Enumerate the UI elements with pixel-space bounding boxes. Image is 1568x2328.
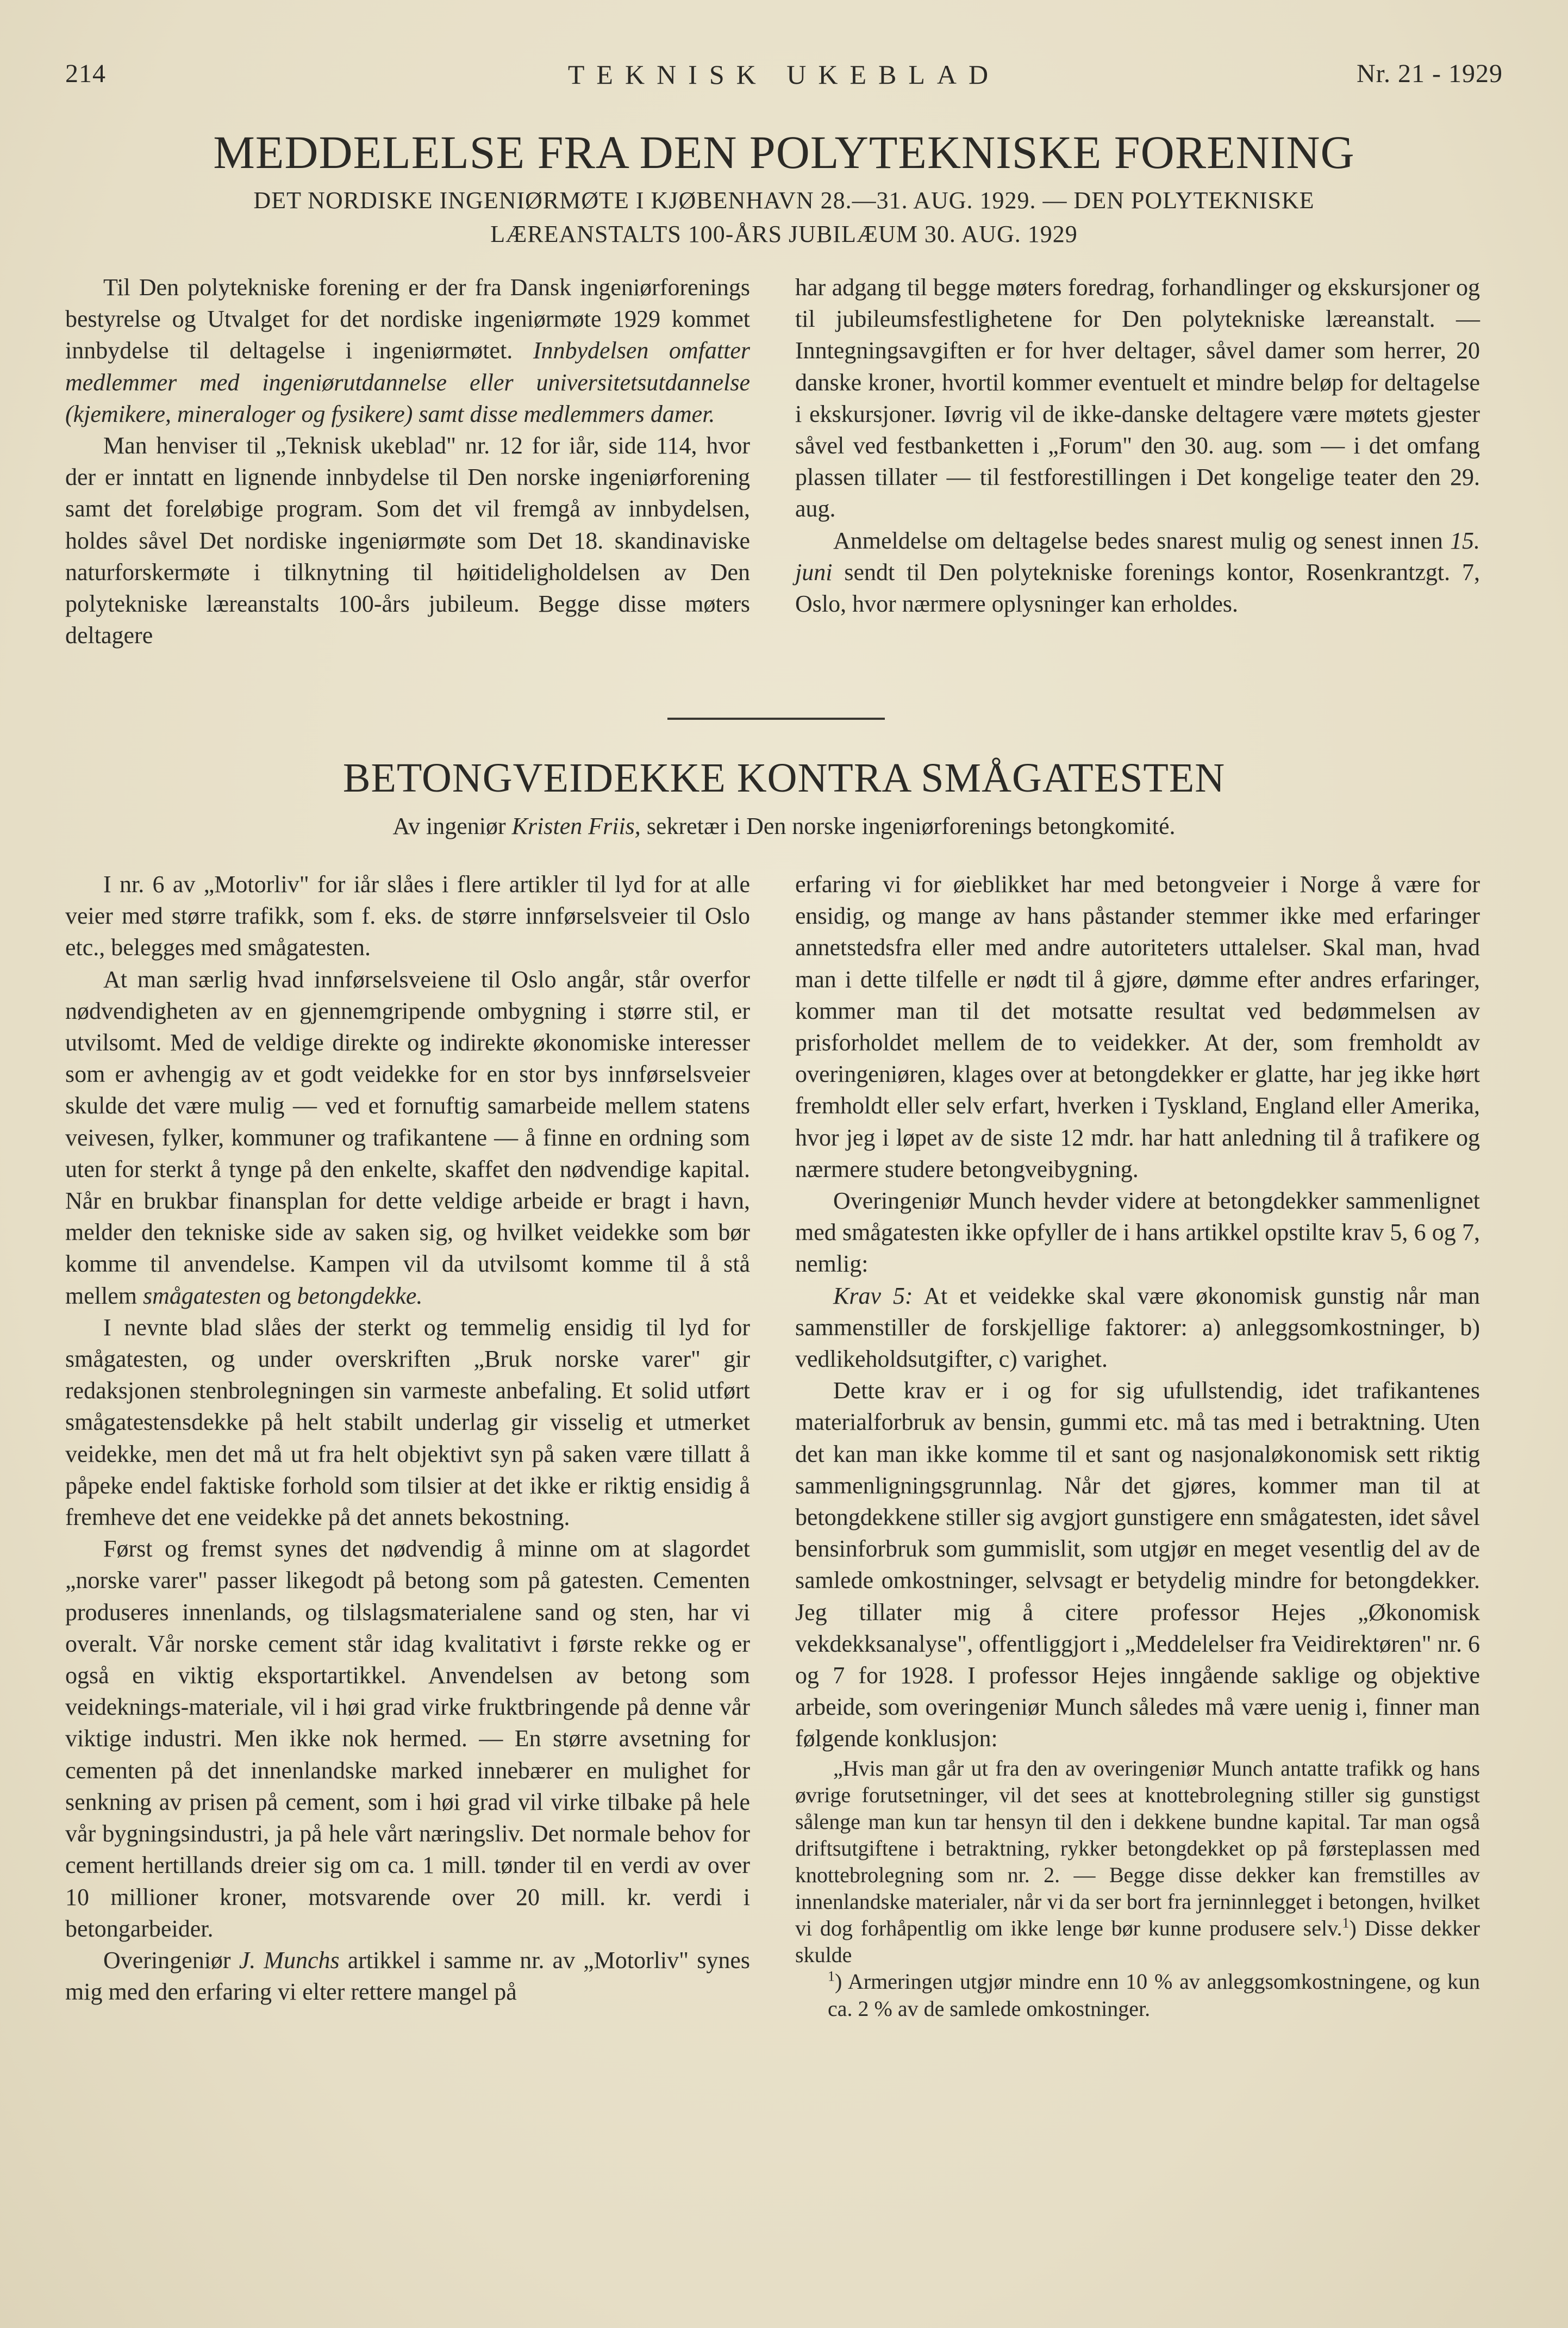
paragraph: erfaring vi for øieblikket har med betongveier i Norge å være for ensidig, og mange av hans påstander stemmer ikke med erfaringer annetstedsfra eller med andre autoriteters uttalelser. Skal man, hvad man i dette tilfelle er nødt til å gjøre, dømme efter andres erfaringer, kommer man til det motsatte resultat ved bedømmelsen av prisforholdet mellem de to veidekker. At der, som fremholdt av overingeniøren, klages over at betongdekker er glatte, har jeg ikke hørt fremholdt eller selv erfart, hverken i Tyskland, England eller Amerika, hvor jeg i løpet av de siste 12 mdr. har hatt anledning til å trafikere og nærmere studere betongveibygning. [795, 871, 1480, 1182]
article2-right-column [795, 869, 1480, 2022]
paragraph: Overingeniør J. Munchs artikkel i samme nr. av „Motorliv" synes mig med den erfaring vi elter rettere mangel på [65, 1946, 750, 2006]
article2-left-column [65, 869, 750, 2008]
paragraph: Man henviser til „Teknisk ukeblad" nr. 12 for iår, side 114, hvor der er inntatt en lignende innbydelse til Den norske ingeniørforening samt det foreløbige program. Som det vil fremgå av innbydelsen, holdes såvel Det nordiske ingeniørmøte som Det 18. skandinaviske naturforskermøte i tilknytning til høitideligholdelsen av Den polytekniske læreanstalts 100-års jubileum. Begge disse møters deltagere [65, 432, 750, 649]
article2-byline: Av ingeniør Kristen Friis, sekretær i Den norske ingeniørforenings betongkomité. [392, 813, 1176, 839]
paragraph: Krav 5: At et veidekke skal være økonomisk gunstig når man sammenstiller de forskjellige faktorer: a) anleggsomkostninger, b) vedlikeholdsutgifter, c) varighet. [795, 1282, 1480, 1373]
article2-title: BETONGVEIDEKKE KONTRA SMÅGATESTEN [342, 755, 1226, 801]
running-head [65, 59, 1503, 102]
paragraph: har adgang til begge møters foredrag, forhandlinger og ekskursjoner og til jubileumsfestlighetene for Den polytekniske læreanstalt. — Inntegningsavgiften er for hver deltager, såvel damer som herrer, 20 danske kroner, hvortil kommer eventuelt et mindre beløp for deltagelse i ekskursjoner. Iøvrig vil de ikke-danske deltagere være møtets gjester såvel ved festbanketten i „Forum" den 30. aug. som — i det omfang plassen tillater — til festforestillingen i Det kongelige teater den 29. aug. [795, 274, 1480, 522]
page-number: 214 [65, 59, 106, 88]
journal-title: TEKNISK UKEBLAD [567, 59, 1001, 90]
paragraph: Til Den polytekniske forening er der fra Dansk ingeniørforenings bestyrelse og Utvalget for det nordiske ingeniørmøte 1929 kommet innbydelse til deltagelse i ingeniørmøtet. Innbydelsen omfatter medlemmer med ingeniørutdannelse eller universitetsutdannelse (kjemikere, mineraloger og fysikere) samt disse medlemmers damer. [65, 274, 751, 427]
quotation: „Hvis man går ut fra den av overingeniør Munch antatte trafikk og hans øvrige forutsetninger, vil det sees at knottebrolegning stiller sig gunstigst sålenge man kun tar hensyn til den i dekkene bundne kapital. Tar man også driftsutgiftene i betraktning, rykker betongdekket op på førsteplassen med knottebrolegning som nr. 2. — Begge disse dekker kan fremstilles av innenlandske materialer, når vi da ser bort fra jerninnlegget i betongen, hvilket vi dog forhåpentlig om ikke lenge bør kunne produsere selv.$^1$) Disse dekker skulde [795, 1756, 1480, 1967]
section-divider [667, 718, 885, 720]
article1-right-column [795, 272, 1480, 620]
italic-text: Innbydelsen omfatter medlemmer med ingeniørutdannelse eller universitetsutdannelse (kjemikere, mineraloger og fysikere) samt disse medlemmers damer. [65, 337, 751, 427]
footnote-mark: 1 [828, 1968, 835, 1984]
article1-left-column [65, 272, 750, 651]
footnote-ref: 1 [1342, 1915, 1350, 1931]
paragraph: I nevnte blad slåes der sterkt og temmelig ensidig til lyd for smågatesten, og under overskriften „Bruk norske varer" gir redaksjonen stenbrolegningen sin varmeste anbefaling. Et solid utført smågatestensdekke på helt stabilt underlag gir visselig et utmerket veidekke, men det må ut fra helt objektivt syn på saken være tillatt å påpeke endel faktiske forhold som tilsier at det ikke er riktig ensidig å fremheve det ene veidekke på det annets bekostning. [65, 1314, 750, 1531]
italic-date: 15. juni [795, 527, 1480, 586]
italic-text: Krav 5: [833, 1282, 913, 1309]
paragraph: I nr. 6 av „Motorliv" for iår slåes i flere artikler til lyd for at alle veier med større trafikk, som f. eks. de større innførselsveier til Oslo etc., belegges med smågatesten. [65, 871, 750, 961]
italic-text: J. Munchs [239, 1946, 340, 1974]
article1-subtitle-line1: DET NORDISKE INGENIØRMØTE I KJØBENHAVN 28.—31. AUG. 1929. — DEN POLYTEKNISKE [253, 187, 1315, 214]
author-name: Kristen Friis, [511, 813, 641, 839]
italic-text: smågatesten [142, 1282, 261, 1309]
italic-text: betongdekke. [297, 1282, 423, 1309]
article1-title: MEDDELELSE FRA DEN POLYTEKNISKE FORENING [213, 126, 1355, 178]
issue-number: Nr. 21 - 1929 [1357, 59, 1503, 88]
paragraph: Dette krav er i og for sig ufullstendig, idet trafikantenes materialforbruk av bensin, gummi etc. må tas med i betraktning. Uten det kan man ikke komme til et sant og nasjonaløkonomisk sett riktig sammenligningsgrunnlag. Når det gjøres, kommer man til at betongdekkene stiller sig avgjort gunstigere enn smågatesten, idet såvel bensinforbruk som gummislit, som utgjør en meget vesentlig del av de samlede omkostninger, selvsagt er betydelig mindre for betongdekker. Jeg tillater mig å citere professor Hejes „Økonomisk vekdekksanalyse", offentliggjort i „Meddelelser fra Veidirektøren" nr. 6 og 7 for 1928. I professor Hejes inngående saklige og objektive arbeide, som overingeniør Munch således må være uenig i, finner man følgende konklusjon: [795, 1377, 1480, 1752]
paragraph: At man særlig hvad innførselsveiene til Oslo angår, står overfor nødvendigheten av en gjennemgripende ombygning i større stil, er utvilsomt. Med de veldige direkte og indirekte økonomiske interesser som er avhengig av et godt veidekke for en stor bys innførselsveier skulde det være mulig — ved et fornuftig samarbeide mellem statens veivesen, fylker, kommuner og trafikantene — å finne en ordning som uten for sterkt å tynge på den enkelte, skaffet den nødvendige kapital. Når en brukbar finansplan for dette veldige arbeide er bragt i havn, melder den tekniske side av saken sig, og hvilket veidekke som bør komme til anvendelse. Kampen vil da utvilsomt komme til å stå mellem smågatesten og betongdekke. [65, 966, 750, 1309]
article1-subtitle [65, 184, 1503, 251]
footnote: $^1$) Armeringen utgjør mindre enn 10 % av anleggsomkostningene, og kun ca. 2 % av de samlede omkostninger. [828, 1968, 1480, 2021]
paragraph: Anmeldelse om deltagelse bedes snarest mulig og senest innen 15. juni sendt til Den polytekniske forenings kontor, Rosenkrantzgt. 7, Oslo, hvor nærmere oplysninger kan erholdes. [795, 527, 1480, 618]
paragraph: Overingeniør Munch hevder videre at betongdekker sammenlignet med smågatesten ikke opfyller de i hans artikkel opstilte krav 5, 6 og 7, nemlig: [795, 1187, 1480, 1278]
article1-subtitle-line2: LÆREANSTALTS 100-ÅRS JUBILÆUM 30. AUG. 1929 [490, 221, 1078, 247]
paragraph: Først og fremst synes det nødvendig å minne om at slagordet „norske varer" passer likegodt på betong som på gatesten. Cementen produseres innenlands, og tilslagsmaterialene sand og sten, har vi overalt. Vår norske cement står idag kvalitativt i første rekke og er også en viktig eksportartikkel. Anvendelsen av betong som veideknings-materiale, vil i høi grad virke fruktbringende på denne vår viktige industri. Men ikke nok hermed. — En større avsetning for cementen på det innenlandske marked innebærer en mulighet for senkning av prisen på cement, som i høi grad vil virke tilbake på hele vår bygningsindustri, ja på hele vårt næringsliv. Det normale behov for cement hertillands dreier sig om ca. 1 mill. tønder til en verdi av over 10 millioner kroner, motsvarende over 20 mill. kr. verdi i betongarbeider. [65, 1535, 750, 1942]
